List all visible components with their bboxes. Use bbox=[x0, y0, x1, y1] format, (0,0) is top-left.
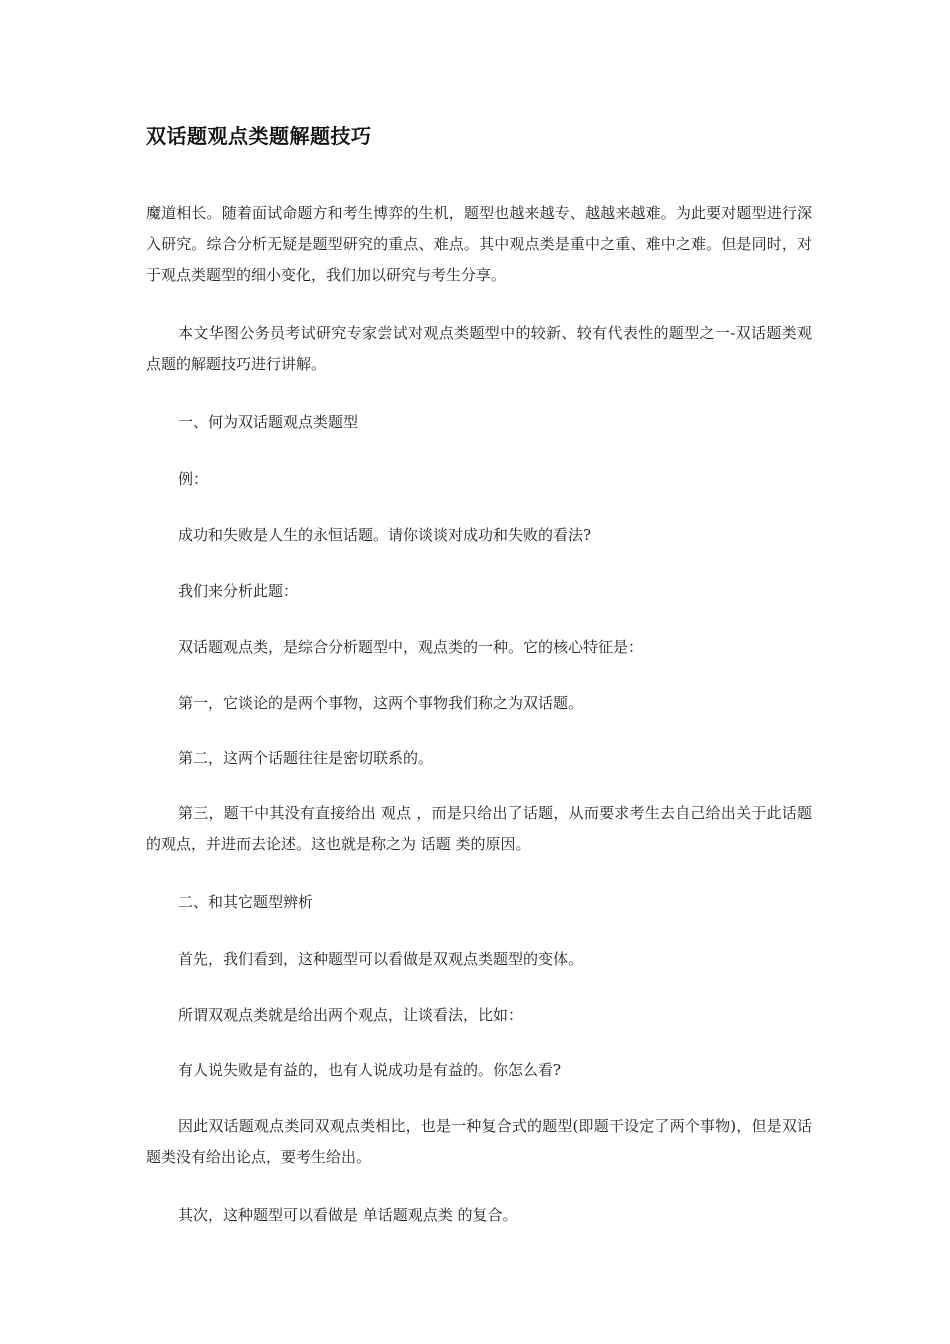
core-features-lead: 双话题观点类，是综合分析题型中，观点类的一种。它的核心特征是： bbox=[178, 638, 644, 656]
feature-third: 第三，题干中其没有直接给出 观点 ，而是只给出了话题，从而要求考生去自己给出关于此话题的观点，并进而去论述。这也就是称之为 话题 类的原因。 bbox=[146, 804, 812, 853]
feature-first: 第一，它谈论的是两个事物，这两个事物我们称之为双话题。 bbox=[178, 694, 584, 712]
section-heading-1: 一、何为双话题观点类题型 bbox=[178, 413, 359, 431]
double-viewpoint-example: 有人说失败是有益的，也有人说成功是有益的。你怎么看? bbox=[178, 1061, 562, 1079]
double-viewpoint-definition: 所谓双观点类就是给出两个观点，让谈看法，比如： bbox=[178, 1006, 524, 1024]
analysis-lead: 我们来分析此题： bbox=[178, 582, 299, 600]
comparison-second: 其次，这种题型可以看做是 单话题观点类 的复合。 bbox=[178, 1206, 518, 1224]
feature-second: 第二，这两个话题往往是密切联系的。 bbox=[178, 749, 434, 767]
comparison-first: 首先，我们看到，这种题型可以看做是双观点类题型的变体。 bbox=[178, 950, 584, 968]
paragraph-intro: 魔道相长。随着面试命题方和考生博弈的生机，题型也越来越专、越越来越难。为此要对题型进行深入研究。综合分析无疑是题型研究的重点、难点。其中观点类是重中之重、难中之难。但是同时，对于观点类题型的细小变化，我们加以研究与考生分享。 bbox=[146, 204, 812, 284]
paragraph-purpose: 本文华图公务员考试研究专家尝试对观点类题型中的较新、较有代表性的题型之一-双话题类观点题的解题技巧进行讲解。 bbox=[146, 324, 812, 373]
document-title: 双话题观点类题解题技巧 bbox=[146, 124, 372, 148]
section-heading-2: 二、和其它题型辨析 bbox=[178, 893, 314, 911]
comparison-conclusion: 因此双话题观点类同双观点类相比，也是一种复合式的题型(即题干设定了两个事物)，但是双话题类没有给出论点，要考生给出。 bbox=[146, 1117, 812, 1166]
example-label: 例： bbox=[178, 470, 209, 488]
example-question: 成功和失败是人生的永恒话题。请你谈谈对成功和失败的看法? bbox=[178, 526, 592, 544]
